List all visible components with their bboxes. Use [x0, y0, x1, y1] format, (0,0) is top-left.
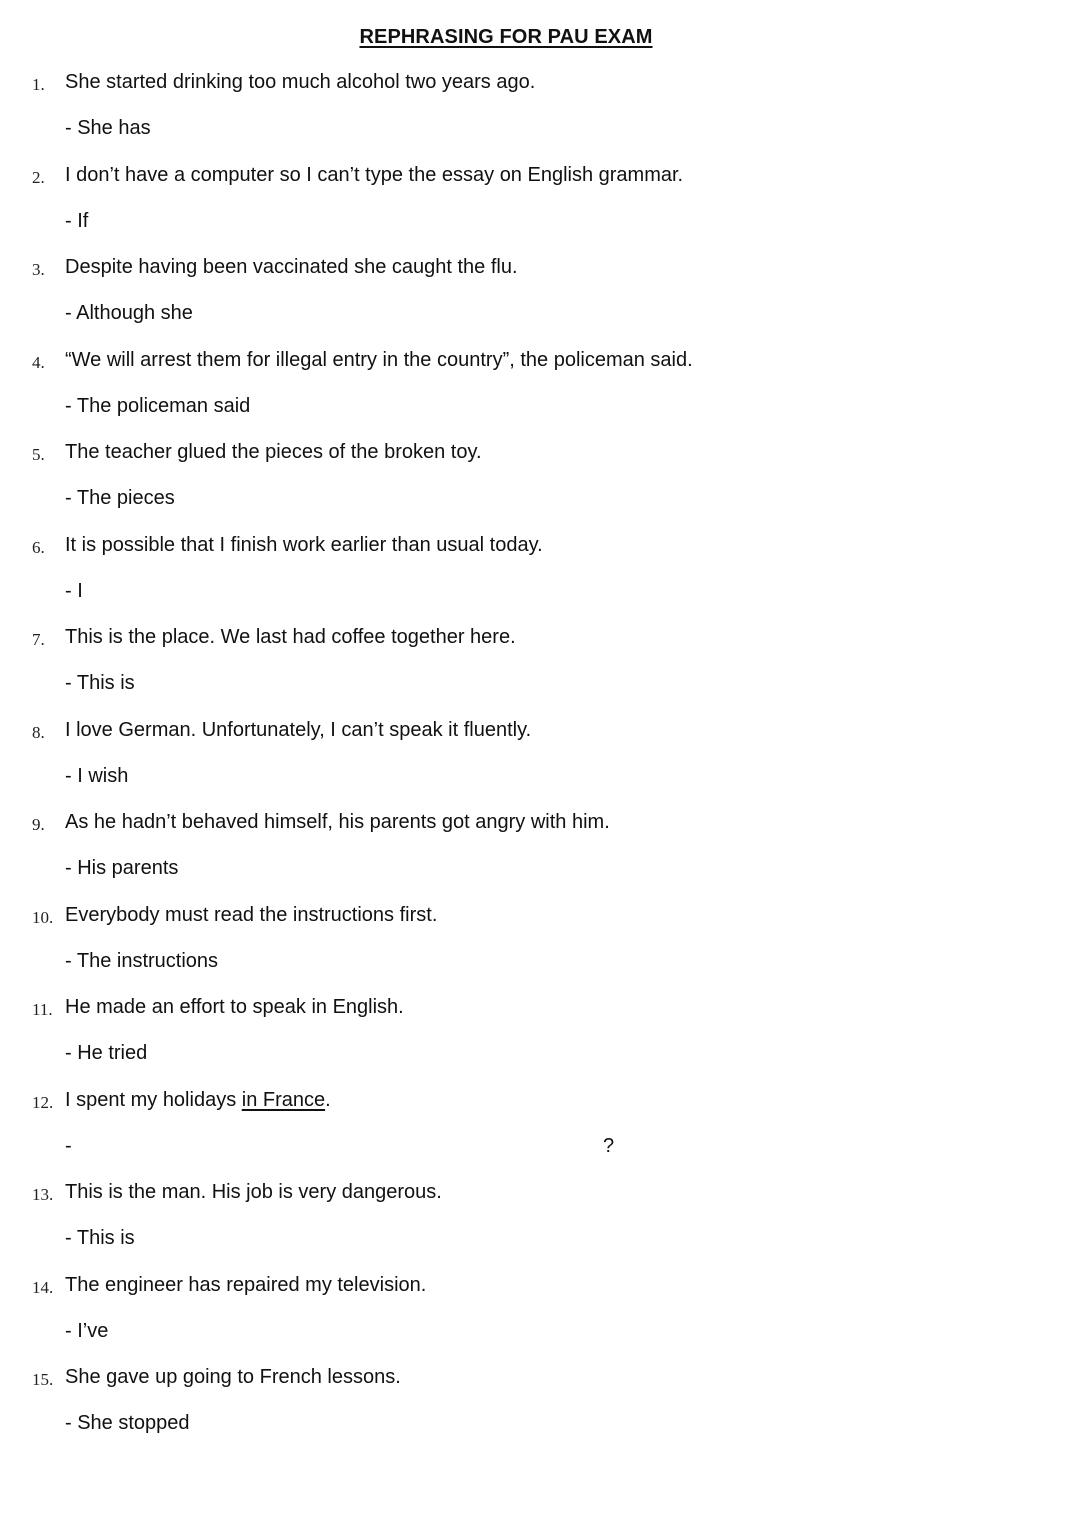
exercise-item-12: [0, 1089, 1080, 1182]
exercise-item-8: [0, 719, 1080, 812]
item-answer-start: - She stopped: [65, 1412, 190, 1434]
exercise-list: [0, 71, 1080, 1459]
item-answer-start: - I: [65, 579, 83, 602]
item-number: 13.: [32, 1185, 54, 1204]
exercise-item-4: [0, 349, 1080, 442]
item-answer-start: - I wish: [65, 764, 129, 787]
document-title: REPHRASING FOR PAU EXAM: [359, 26, 653, 48]
item-answer-start: - She has: [65, 117, 151, 139]
exercise-item-10: [0, 904, 1080, 997]
item-answer-start: - He tried: [65, 1042, 148, 1064]
item-prompt: The engineer has repaired my television.: [65, 1273, 427, 1296]
item-answer-start: - This is: [65, 1227, 135, 1249]
item-number: 14.: [32, 1277, 54, 1297]
exercise-item-1: [0, 71, 1080, 164]
exercise-item-9: [0, 811, 1080, 904]
item-number: 1.: [32, 75, 45, 94]
exercise-item-3: [0, 256, 1080, 349]
item-answer-start: - The pieces: [65, 487, 175, 509]
item-answer-start: - I’ve: [65, 1319, 109, 1342]
item-number: 4.: [32, 352, 45, 372]
item-number: 7.: [32, 630, 45, 649]
item-number: 3.: [32, 260, 45, 279]
item-number: 10.: [32, 907, 54, 927]
item-prompt: This is the man. His job is very dangerous.: [65, 1181, 442, 1203]
item-prompt: I don’t have a computer so I can’t type the essay on English grammar.: [65, 163, 684, 186]
item-answer-start: - This is: [65, 672, 135, 694]
item-prompt: Despite having been vaccinated she caught the flu.: [65, 256, 518, 278]
item-prompt: [65, 1089, 331, 1112]
item-number: 9.: [32, 815, 45, 834]
exercise-item-6: [0, 534, 1080, 627]
item-answer-end: ?: [603, 1134, 615, 1157]
item-prompt: She gave up going to French lessons.: [65, 1366, 401, 1388]
item-answer-start: - Although she: [65, 302, 193, 324]
item-number: 6.: [32, 537, 45, 557]
item-number: 15.: [32, 1370, 54, 1389]
item-answer-start: - The policeman said: [65, 394, 251, 417]
item-answer-start: - The instructions: [65, 949, 219, 972]
item-number: 8.: [32, 722, 45, 742]
item-prompt: The teacher glued the pieces of the broken toy.: [65, 441, 482, 463]
item-prompt: This is the place. We last had coffee together here.: [65, 626, 516, 648]
exercise-item-15: [0, 1366, 1080, 1459]
exercise-item-5: [0, 441, 1080, 534]
item-prompt: “We will arrest them for illegal entry in the country”, the policeman said.: [65, 348, 693, 371]
item-prompt: He made an effort to speak in English.: [65, 996, 404, 1018]
item-number: 2.: [32, 167, 45, 187]
item-answer-start: - If: [65, 209, 89, 232]
item-number: 12.: [32, 1092, 54, 1112]
item-prompt: As he hadn’t behaved himself, his parents got angry with him.: [65, 811, 610, 833]
item-prompt: She started drinking too much alcohol two years ago.: [65, 71, 536, 93]
exercise-item-2: [0, 164, 1080, 257]
prompt-underlined-phrase: in France: [241, 1088, 326, 1111]
item-prompt: I love German. Unfortunately, I can’t speak it fluently.: [65, 718, 532, 741]
exercise-item-7: [0, 626, 1080, 719]
item-prompt: It is possible that I finish work earlier than usual today.: [65, 533, 543, 556]
prompt-text-before: I spent my holidays: [65, 1088, 242, 1111]
item-answer-start: - His parents: [65, 857, 179, 879]
exercise-item-13: [0, 1181, 1080, 1274]
item-answer-start: -: [65, 1134, 72, 1157]
item-prompt: Everybody must read the instructions first.: [65, 903, 438, 926]
prompt-text-after: .: [325, 1088, 331, 1111]
item-number: 11.: [32, 1000, 53, 1019]
exercise-item-11: [0, 996, 1080, 1089]
exercise-item-14: [0, 1274, 1080, 1367]
item-number: 5.: [32, 445, 45, 464]
